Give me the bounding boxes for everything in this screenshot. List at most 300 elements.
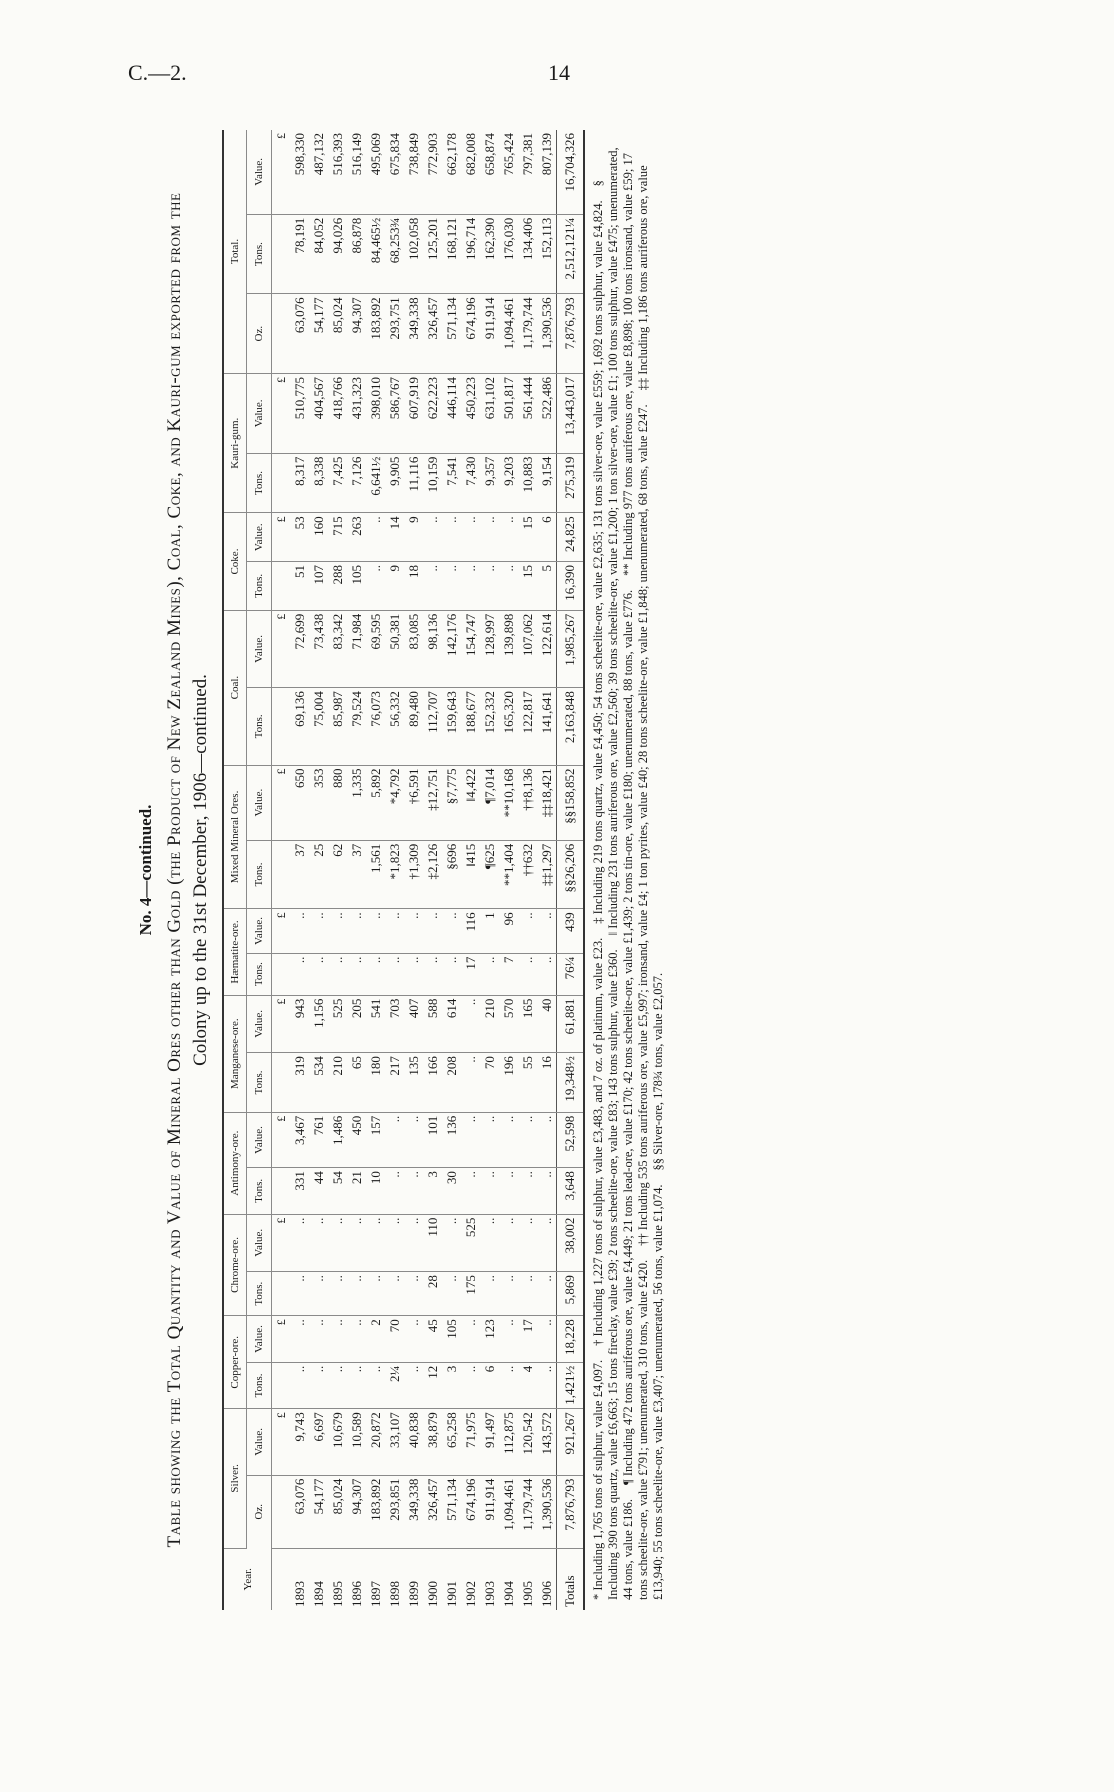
group-header: Copper-ore. bbox=[223, 1316, 247, 1409]
table-cell: 196 bbox=[499, 1053, 518, 1113]
table-cell: †1,309 bbox=[404, 840, 423, 909]
table-cell: 168,121 bbox=[442, 214, 461, 294]
table-cell: 1,390,536 bbox=[537, 294, 557, 374]
currency-unit-cell bbox=[272, 1168, 291, 1214]
table-cell: 125,201 bbox=[423, 214, 442, 294]
column-subheader: Tons. bbox=[247, 1272, 272, 1316]
group-header: Silver. bbox=[223, 1409, 247, 1548]
table-cell: .. bbox=[404, 1316, 423, 1362]
totals-cell: 5,869 bbox=[557, 1272, 585, 1316]
table-cell: 703 bbox=[385, 995, 404, 1053]
table-cell: .. bbox=[347, 1362, 366, 1408]
table-title-text: Table showing the Total Quantity and Value of Mineral Ores other than Gold (the Product of New Zealand Mines), Coal, Coke, and Kauri-gum exported from the bbox=[164, 192, 185, 1548]
table-cell: 63,076 bbox=[290, 1475, 309, 1548]
table-cell: 12 bbox=[423, 1362, 442, 1408]
table-cell: 76,073 bbox=[366, 688, 385, 765]
table-cell: 86,878 bbox=[347, 214, 366, 294]
totals-cell: 16,390 bbox=[557, 562, 585, 611]
table-cell: 349,338 bbox=[404, 294, 423, 374]
table-cell: 112,707 bbox=[423, 688, 442, 765]
totals-cell: 24,825 bbox=[557, 513, 585, 562]
column-subheader: Value. bbox=[247, 374, 272, 454]
table-cell: 911,914 bbox=[480, 294, 499, 374]
table-title-continued bbox=[190, 100, 212, 1640]
column-subheader: Tons. bbox=[247, 1362, 272, 1408]
table-cell: 9,743 bbox=[290, 1409, 309, 1475]
currency-unit-cell bbox=[272, 1053, 291, 1113]
table-title bbox=[164, 100, 186, 1640]
table-cell: .. bbox=[385, 1168, 404, 1214]
table-row bbox=[347, 130, 366, 1610]
table-cell: 9,357 bbox=[480, 453, 499, 513]
group-header: Kauri-gum. bbox=[223, 374, 247, 513]
table-cell: 28 bbox=[423, 1272, 442, 1316]
table-cell: .. bbox=[309, 909, 328, 953]
table-cell: 116 bbox=[461, 909, 480, 953]
table-cell: .. bbox=[461, 1053, 480, 1113]
table-cell: 17 bbox=[518, 1316, 537, 1362]
table-cell: 217 bbox=[385, 1053, 404, 1113]
footnote: ¶ Including 472 tons auriferous ore, value £4,449; 21 tons lead-ore, value £170; 42 tons scheelite-ore, value £1,439; 2 tons tin-ore, value £180; unenumerated, 88 tons, value £776. bbox=[621, 589, 635, 1485]
table-cell: .. bbox=[423, 909, 442, 953]
table-cell: 136 bbox=[442, 1112, 461, 1167]
table-cell: 6 bbox=[480, 1362, 499, 1408]
currency-unit-cell bbox=[272, 562, 291, 611]
table-cell: 105 bbox=[442, 1316, 461, 1362]
page-number: 14 bbox=[548, 60, 570, 85]
table-cell: ‡‡18,421 bbox=[537, 765, 557, 840]
table-cell: .. bbox=[518, 909, 537, 953]
table-cell: 2 bbox=[366, 1316, 385, 1362]
table-cell: 44 bbox=[309, 1168, 328, 1214]
table-cell: *1,823 bbox=[385, 840, 404, 909]
table-cell: 6,641½ bbox=[366, 453, 385, 513]
table-cell: 105 bbox=[347, 562, 366, 611]
table-cell: 54,177 bbox=[309, 1475, 328, 1548]
table-cell: 123 bbox=[480, 1316, 499, 1362]
table-cell: 15 bbox=[518, 562, 537, 611]
table-cell: 122,817 bbox=[518, 688, 537, 765]
table-cell: .. bbox=[518, 953, 537, 995]
table-cell: .. bbox=[461, 1168, 480, 1214]
table-cell: 765,424 bbox=[499, 130, 518, 214]
currency-unit-cell bbox=[272, 840, 291, 909]
totals-cell: 2,163,848 bbox=[557, 688, 585, 765]
table-cell: 183,892 bbox=[366, 1475, 385, 1548]
table-cell: 85,987 bbox=[328, 688, 347, 765]
table-cell: 210 bbox=[480, 995, 499, 1053]
table-cell: 110 bbox=[423, 1214, 442, 1272]
column-subheader: Value. bbox=[247, 1409, 272, 1475]
year-cell: 1901 bbox=[443, 1581, 459, 1607]
currency-unit-cell: £ bbox=[272, 1409, 291, 1475]
table-cell: 83,085 bbox=[404, 610, 423, 687]
table-cell: 8,317 bbox=[290, 453, 309, 513]
table-cell: 8,338 bbox=[309, 453, 328, 513]
table-cell: 675,834 bbox=[385, 130, 404, 214]
table-cell: 353 bbox=[309, 765, 328, 840]
table-cell: 18 bbox=[404, 562, 423, 611]
table-cell: .. bbox=[442, 909, 461, 953]
table-cell: .. bbox=[347, 1316, 366, 1362]
table-cell: 293,751 bbox=[385, 294, 404, 374]
column-subheader: Tons. bbox=[247, 953, 272, 995]
table-cell: 1,486 bbox=[328, 1112, 347, 1167]
table-cell: .. bbox=[480, 1214, 499, 1272]
table-cell: 10 bbox=[366, 1168, 385, 1214]
currency-unit-cell: £ bbox=[272, 374, 291, 454]
table-cell: .. bbox=[537, 1316, 557, 1362]
table-cell: 17 bbox=[461, 953, 480, 995]
table-cell: 3,467 bbox=[290, 1112, 309, 1167]
table-cell: 11,116 bbox=[404, 453, 423, 513]
table-cell: 7 bbox=[499, 953, 518, 995]
table-cell: 152,113 bbox=[537, 214, 557, 294]
table-cell: 72,699 bbox=[290, 610, 309, 687]
table-cell: .. bbox=[499, 513, 518, 562]
table-cell: 208 bbox=[442, 1053, 461, 1113]
footnote: ‡‡ Including 1,186 tons auriferous ore, value £13,940; 55 tons scheelite-ore, value £3,407; unenumerated, 56 tons, value £1,074. bbox=[636, 165, 665, 1600]
table-cell: .. bbox=[537, 953, 557, 995]
table-cell: .. bbox=[309, 1316, 328, 1362]
table-cell: 450 bbox=[347, 1112, 366, 1167]
totals-cell: 7,876,793 bbox=[557, 294, 585, 374]
table-cell: 797,381 bbox=[518, 130, 537, 214]
table-cell: 188,677 bbox=[461, 688, 480, 765]
table-cell: 9,203 bbox=[499, 453, 518, 513]
table-cell: 180 bbox=[366, 1053, 385, 1113]
table-cell: 6 bbox=[537, 513, 557, 562]
table-cell: .. bbox=[366, 953, 385, 995]
table-cell: 107,062 bbox=[518, 610, 537, 687]
table-cell: .. bbox=[499, 1316, 518, 1362]
table-cell: 263 bbox=[347, 513, 366, 562]
table-cell: **10,168 bbox=[499, 765, 518, 840]
table-cell: .. bbox=[366, 1272, 385, 1316]
column-subheader: Oz. bbox=[247, 1475, 272, 1548]
table-cell: 98,136 bbox=[423, 610, 442, 687]
table-cell: 135 bbox=[404, 1053, 423, 1113]
table-cell: 319 bbox=[290, 1053, 309, 1113]
table-cell: 10,589 bbox=[347, 1409, 366, 1475]
table-cell: 141,641 bbox=[537, 688, 557, 765]
totals-cell: 61,881 bbox=[557, 995, 585, 1053]
footnote: † Including 1,227 tons of sulphur, value £3,483, and 7 oz. of platinum, value £23. bbox=[591, 937, 605, 1346]
table-cell: .. bbox=[404, 909, 423, 953]
table-cell: 880 bbox=[328, 765, 347, 840]
table-cell: 112,875 bbox=[499, 1409, 518, 1475]
table-cell: 1 bbox=[480, 909, 499, 953]
table-row bbox=[423, 130, 442, 1610]
year-cell: 1896 bbox=[348, 1581, 364, 1607]
totals-cell: §§26,206 bbox=[557, 840, 585, 909]
table-cell: 331 bbox=[290, 1168, 309, 1214]
table-cell: 143,572 bbox=[537, 1409, 557, 1475]
table-cell: 1,179,744 bbox=[518, 1475, 537, 1548]
table-cell: .. bbox=[537, 909, 557, 953]
table-row bbox=[518, 130, 537, 1610]
table-cell: 33,107 bbox=[385, 1409, 404, 1475]
year-cell: 1895 bbox=[329, 1581, 345, 1607]
table-cell: .. bbox=[442, 562, 461, 611]
table-cell: 9 bbox=[385, 562, 404, 611]
table-cell: 1,179,744 bbox=[518, 294, 537, 374]
table-cell: 40,838 bbox=[404, 1409, 423, 1475]
table-cell: .. bbox=[385, 1112, 404, 1167]
table-cell: .. bbox=[404, 1272, 423, 1316]
table-cell: .. bbox=[499, 562, 518, 611]
table-cell: .. bbox=[385, 909, 404, 953]
table-cell: .. bbox=[499, 1362, 518, 1408]
table-cell: .. bbox=[328, 1362, 347, 1408]
table-cell: .. bbox=[404, 953, 423, 995]
table-cell: 38,879 bbox=[423, 1409, 442, 1475]
table-cell: 407 bbox=[404, 995, 423, 1053]
table-cell: 45 bbox=[423, 1316, 442, 1362]
totals-label: Totals bbox=[557, 1548, 585, 1610]
table-cell: 85,024 bbox=[328, 1475, 347, 1548]
table-cell: 9,154 bbox=[537, 453, 557, 513]
table-cell: 761 bbox=[309, 1112, 328, 1167]
currency-unit-cell bbox=[272, 214, 291, 294]
column-subheader: Tons. bbox=[247, 214, 272, 294]
table-cell: 7,425 bbox=[328, 453, 347, 513]
table-cell: 614 bbox=[442, 995, 461, 1053]
table-cell: .. bbox=[309, 953, 328, 995]
table-cell: 84,465½ bbox=[366, 214, 385, 294]
year-cell: 1902 bbox=[462, 1581, 478, 1607]
table-cell: .. bbox=[366, 562, 385, 611]
table-cell: ‖4,422 bbox=[461, 765, 480, 840]
table-cell: .. bbox=[366, 1362, 385, 1408]
table-row bbox=[366, 130, 385, 1610]
table-cell: .. bbox=[499, 1272, 518, 1316]
table-cell: 1,156 bbox=[309, 995, 328, 1053]
table-cell: 404,567 bbox=[309, 374, 328, 454]
table-cell: 10,679 bbox=[328, 1409, 347, 1475]
currency-unit-cell: £ bbox=[272, 610, 291, 687]
table-cell: .. bbox=[499, 1214, 518, 1272]
table-cell: 122,614 bbox=[537, 610, 557, 687]
table-cell: 522,486 bbox=[537, 374, 557, 454]
table-cell: .. bbox=[537, 1272, 557, 1316]
column-subheader: Value. bbox=[247, 1214, 272, 1272]
table-cell: 288 bbox=[328, 562, 347, 611]
table-cell: .. bbox=[461, 1112, 480, 1167]
table-cell: ¶625 bbox=[480, 840, 499, 909]
table-cell: 674,196 bbox=[461, 294, 480, 374]
column-subheader: Value. bbox=[247, 610, 272, 687]
table-cell: 89,480 bbox=[404, 688, 423, 765]
table-cell: 165 bbox=[518, 995, 537, 1053]
table-row bbox=[328, 130, 347, 1610]
table-cell: 571,134 bbox=[442, 294, 461, 374]
table-cell: 570 bbox=[499, 995, 518, 1053]
table-row bbox=[404, 130, 423, 1610]
group-header: Antimony-ore. bbox=[223, 1112, 247, 1214]
table-cell: 631,102 bbox=[480, 374, 499, 454]
page-ref: C.—2. bbox=[128, 60, 187, 85]
currency-unit-cell: £ bbox=[272, 1316, 291, 1362]
currency-unit-cell: £ bbox=[272, 1214, 291, 1272]
table-cell: .. bbox=[290, 1362, 309, 1408]
table-cell: 40 bbox=[537, 995, 557, 1053]
year-cell: 1899 bbox=[405, 1581, 421, 1607]
table-cell: 162,390 bbox=[480, 214, 499, 294]
table-cell: 210 bbox=[328, 1053, 347, 1113]
table-cell: .. bbox=[290, 909, 309, 953]
currency-unit-cell bbox=[272, 1548, 291, 1610]
table-cell: 25 bbox=[309, 840, 328, 909]
table-cell: 139,898 bbox=[499, 610, 518, 687]
totals-cell: 16,704,326 bbox=[557, 130, 585, 214]
table-cell: .. bbox=[518, 1214, 537, 1272]
table-cell: 293,851 bbox=[385, 1475, 404, 1548]
column-subheader: Value. bbox=[247, 995, 272, 1053]
group-header: Coke. bbox=[223, 513, 247, 610]
group-header: Manganese-ore. bbox=[223, 995, 247, 1112]
table-cell: 73,438 bbox=[309, 610, 328, 687]
table-cell: 534 bbox=[309, 1053, 328, 1113]
totals-cell: §§158,852 bbox=[557, 765, 585, 840]
table-cell: 54,177 bbox=[309, 294, 328, 374]
table-cell: .. bbox=[480, 1112, 499, 1167]
table-cell: **1,404 bbox=[499, 840, 518, 909]
table-cell: .. bbox=[290, 1214, 309, 1272]
totals-cell: 19,348½ bbox=[557, 1053, 585, 1113]
table-cell: 55 bbox=[518, 1053, 537, 1113]
table-cell: 183,892 bbox=[366, 294, 385, 374]
totals-cell: 18,228 bbox=[557, 1316, 585, 1362]
table-cell: 53 bbox=[290, 513, 309, 562]
table-cell: .. bbox=[537, 1168, 557, 1214]
footnote: § Including 390 tons quartz, value £6,663; 15 tons fireclay, value £39; 2 tons scheelite-ore, value £83; 143 tons sulphur, value £360. bbox=[591, 180, 620, 1600]
currency-unit-cell: £ bbox=[272, 995, 291, 1053]
table-cell: .. bbox=[461, 513, 480, 562]
table-cell: 715 bbox=[328, 513, 347, 562]
table-cell: 1,335 bbox=[347, 765, 366, 840]
column-subheader: Tons. bbox=[247, 840, 272, 909]
group-header: Mixed Mineral Ores. bbox=[223, 765, 247, 909]
table-cell: 84,052 bbox=[309, 214, 328, 294]
table-cell: .. bbox=[290, 1316, 309, 1362]
totals-cell: 2,512,121¼ bbox=[557, 214, 585, 294]
table-cell: 91,497 bbox=[480, 1409, 499, 1475]
table-cell: .. bbox=[442, 1214, 461, 1272]
table-cell: 37 bbox=[347, 840, 366, 909]
totals-row bbox=[557, 130, 585, 1610]
table-cell: 588 bbox=[423, 995, 442, 1053]
table-cell: 83,342 bbox=[328, 610, 347, 687]
table-cell: 128,997 bbox=[480, 610, 499, 687]
table-cell: .. bbox=[480, 953, 499, 995]
table-cell: 94,026 bbox=[328, 214, 347, 294]
totals-cell: 921,267 bbox=[557, 1409, 585, 1475]
year-cell: 1898 bbox=[386, 1581, 402, 1607]
table-cell: .. bbox=[480, 1168, 499, 1214]
table-row bbox=[290, 130, 309, 1610]
table-cell: 516,393 bbox=[328, 130, 347, 214]
table-row bbox=[480, 130, 499, 1610]
table-cell: .. bbox=[480, 562, 499, 611]
table-cell: 70 bbox=[385, 1316, 404, 1362]
year-cell: 1900 bbox=[424, 1581, 440, 1607]
table-cell: 166 bbox=[423, 1053, 442, 1113]
table-cell: 943 bbox=[290, 995, 309, 1053]
table-cell: 160 bbox=[309, 513, 328, 562]
table-cell: .. bbox=[404, 1168, 423, 1214]
totals-cell: 3,648 bbox=[557, 1168, 585, 1214]
table-cell: 70 bbox=[480, 1053, 499, 1113]
footnote: * Including 1,765 tons of sulphur, value £4,097. bbox=[591, 1359, 605, 1600]
table-cell: ¶7,014 bbox=[480, 765, 499, 840]
table-cell: 807,139 bbox=[537, 130, 557, 214]
group-header: Hæmatite-ore. bbox=[223, 909, 247, 995]
table-cell: 65 bbox=[347, 1053, 366, 1113]
table-cell: 662,178 bbox=[442, 130, 461, 214]
table-cell: 541 bbox=[366, 995, 385, 1053]
totals-cell: 1,985,267 bbox=[557, 610, 585, 687]
table-cell: 9,905 bbox=[385, 453, 404, 513]
table-cell: 525 bbox=[328, 995, 347, 1053]
table-cell: .. bbox=[480, 513, 499, 562]
year-header: Year. bbox=[223, 1548, 272, 1610]
table-cell: 196,714 bbox=[461, 214, 480, 294]
column-subheader: Tons. bbox=[247, 562, 272, 611]
footnotes bbox=[591, 140, 666, 1600]
table-cell: .. bbox=[328, 909, 347, 953]
table-cell: 7,430 bbox=[461, 453, 480, 513]
table-cell: .. bbox=[309, 1272, 328, 1316]
table-cell: 157 bbox=[366, 1112, 385, 1167]
currency-unit-cell: £ bbox=[272, 1112, 291, 1167]
table-cell: 349,338 bbox=[404, 1475, 423, 1548]
table-cell: .. bbox=[404, 1112, 423, 1167]
table-cell: 79,524 bbox=[347, 688, 366, 765]
table-cell: 78,191 bbox=[290, 214, 309, 294]
table-cell: 152,332 bbox=[480, 688, 499, 765]
table-cell: 30 bbox=[442, 1168, 461, 1214]
table-cell: 69,595 bbox=[366, 610, 385, 687]
table-cell: .. bbox=[290, 1272, 309, 1316]
table-cell: 510,775 bbox=[290, 374, 309, 454]
table-cell: 62 bbox=[328, 840, 347, 909]
table-cell: .. bbox=[366, 909, 385, 953]
table-cell: ††8,136 bbox=[518, 765, 537, 840]
table-cell: .. bbox=[385, 1214, 404, 1272]
table-cell: 154,747 bbox=[461, 610, 480, 687]
table-cell: .. bbox=[347, 1272, 366, 1316]
table-cell: .. bbox=[404, 1362, 423, 1408]
table-cell: .. bbox=[499, 1168, 518, 1214]
table-cell: 15 bbox=[518, 513, 537, 562]
table-number: No. 4—continued. bbox=[136, 804, 155, 936]
table-cell: 71,975 bbox=[461, 1409, 480, 1475]
table-cell: 446,114 bbox=[442, 374, 461, 454]
table-cell: 65,258 bbox=[442, 1409, 461, 1475]
column-subheader: Oz. bbox=[247, 294, 272, 374]
table-row bbox=[309, 130, 328, 1610]
totals-cell: 13,443,017 bbox=[557, 374, 585, 454]
table-cell: .. bbox=[442, 513, 461, 562]
table-cell: .. bbox=[385, 1272, 404, 1316]
column-subheader: Tons. bbox=[247, 453, 272, 513]
table-cell: 85,024 bbox=[328, 294, 347, 374]
totals-cell: 38,002 bbox=[557, 1214, 585, 1272]
table-cell: .. bbox=[537, 1214, 557, 1272]
table-cell: 7,541 bbox=[442, 453, 461, 513]
table-cell: 326,457 bbox=[423, 294, 442, 374]
